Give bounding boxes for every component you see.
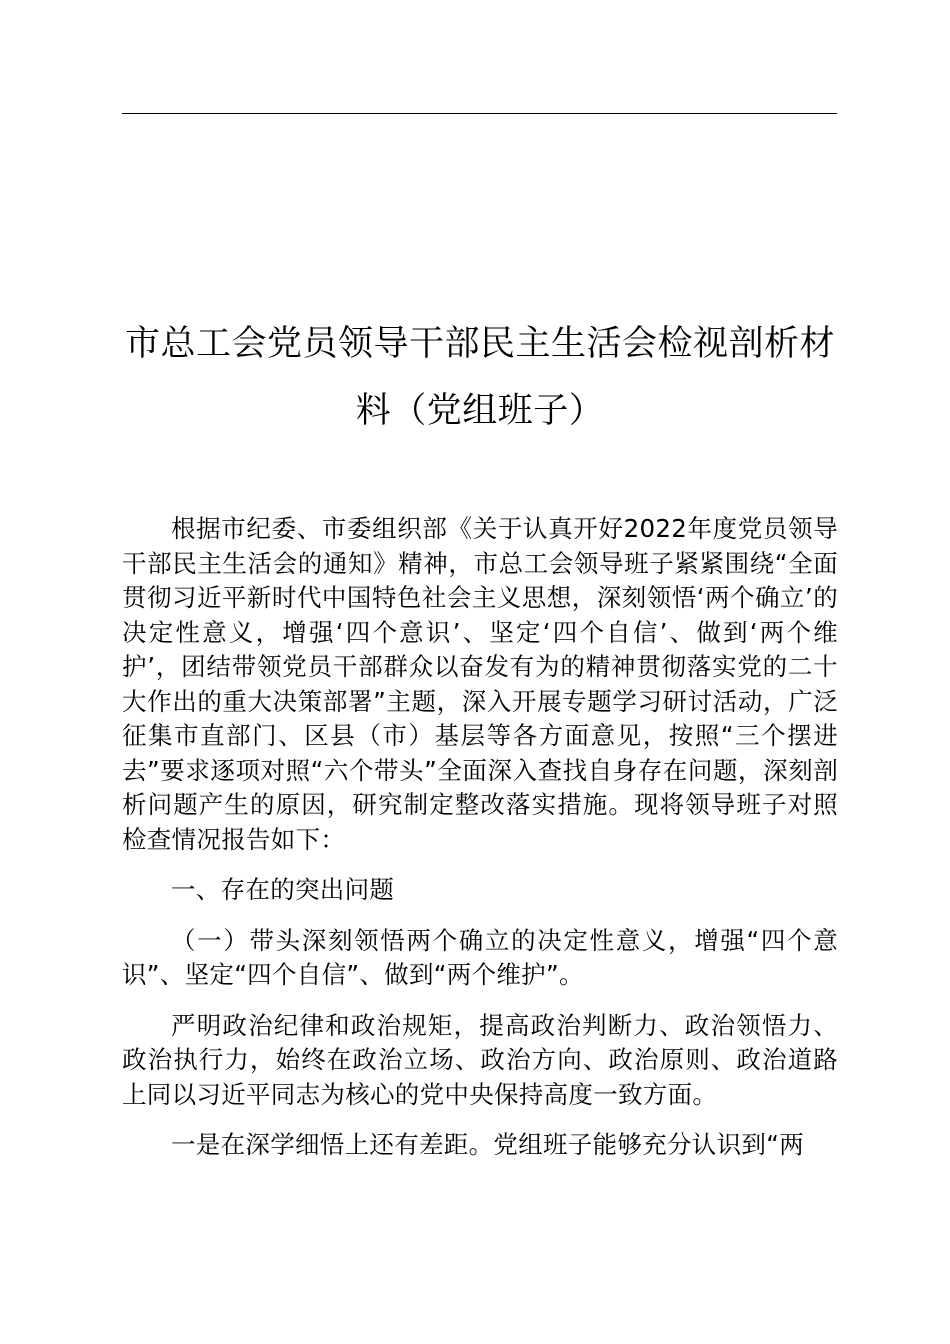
header-rule bbox=[122, 113, 837, 114]
body-paragraph: 一是在深学细悟上还有差距。党组班子能够充分认识到“两 bbox=[171, 1130, 804, 1159]
intro-paragraph: 根据市纪委、市委组织部《关于认真开好2022年度党员领导干部民主生活会的通知》精神，市总工会领导班子紧紧围绕“全面贯彻习近平新时代中国特色社会主义思想，深刻领悟‘两个确立’的决定性意义，增强‘四个意识’、坚定‘四个自信’、做到‘两个维护’，团结带领党员干部群众以奋发有为的精神贯彻落实党的二十大作出的重大决策部署”主题，深入开展专题学习研讨活动，广泛征集市直部门、区县（市）基层等各方面意见，按照“三个摆进去”要求逐项对照“六个带头”全面深入查找自身存在问题，深刻剖析问题产生的原因，研究制定整改落实措施。现将领导班子对照检查情况报告如下： bbox=[122, 514, 838, 854]
subsection-heading: （一）带头深刻领悟两个确立的决定性意义，增强“四个意识”、坚定“四个自信”、做到“两个维护”。 bbox=[122, 925, 838, 989]
document-body bbox=[122, 512, 838, 1163]
document-title: 市总工会党员领导干部民主生活会检视剖析材料（党组班子） bbox=[124, 324, 835, 431]
body-paragraph: 严明政治纪律和政治规矩，提高政治判断力、政治领悟力、政治执行力，始终在政治立场、政治方向、政治原则、政治道路上同以习近平同志为核心的党中央保持高度一致方面。 bbox=[122, 1010, 838, 1109]
section-heading: 一、存在的突出问题 bbox=[171, 875, 395, 904]
